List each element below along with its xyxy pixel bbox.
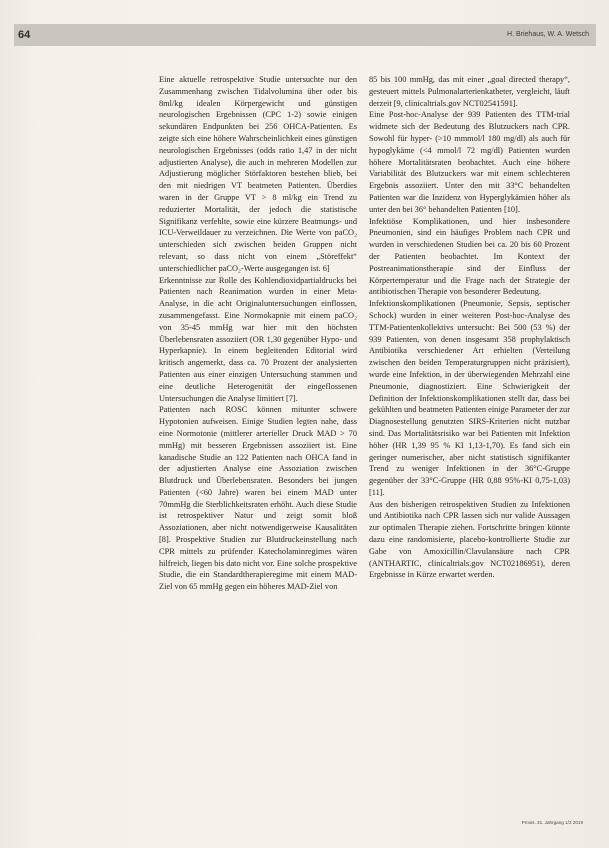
- paragraph: 85 bis 100 mmHg, das mit einer „goal directed therapy“, gesteuert mittels Pulmonalarterienkatheter, vergleicht, läuft derzeit [9, clinicaltrials.gov NCT02541591].: [369, 75, 570, 108]
- paragraph: Patienten nach ROSC können mitunter schwere Hypotonien aufweisen. Einige Studien legten nahe, dass eine Normotonie (mittlerer arterieller Druck MAD > 70 mmHg) mit besseren Ergebnissen assoziiert ist. Eine kanadische Studie an 122 Patienten nach OHCA fand in der adjustierten Analyse eine Assoziation zwischen Blutdruck und Überlebensraten. Besonders bei jungen Patienten (<60 Jahre) waren bei einem MAD unter 70mmHg die Sterblichkeitsraten erhöht. Auch diese Studie ist retrospektiver Natur und zeigt somit bloß Assoziationen, aber nicht notwendigerweise Kausalitäten [8]. Prospektive Studien zur Blutdruckeinstellung nach CPR mittels zu prüfender Katecholaminregimes wären hilfreich, liegen bis dato nicht vor. Eine solche prospektive Studie, die ein Standardtherapieregime mit einem MAD-Ziel von 65 mmHg gegen ein höheres MAD-Ziel von: [159, 405, 357, 592]
- right-column: [369, 74, 570, 581]
- running-head: H. Briehaus, W. A. Wetsch: [507, 31, 589, 38]
- paragraph: Eine aktuelle retrospektive Studie untersuchte nur den Zusammenhang zwischen Tidalvolumina über oder bis 8ml/kg idealen Körpergewicht und günstigen neurologischen Ergebnissen (CPC 1-2) sowie einigen sekundären Endpunkten bei 256 OHCA-Patienten. Es zeigte sich eine höhere Wahrscheinlichkeit eines günstigen neurologischen Ergebnisses (odds ratio 1,47 in der nicht adjustierten Analyse), die auch in mehreren Modellen zur Adjustierung möglicher Störfaktoren bestehen blieb, bei den mit niedrigen VT beatmeten Patienten. Überdies waren in der Gruppe VT > 8 ml/kg ein Trend zu reduzierter Mortalität, der jedoch die statistische Signifikanz verfehlte, sowie eine kürzere Beatmungs- und ICU-Verweildauer zu verzeichnen. Die Werte von paCO₂ unterschieden sich zwischen beiden Gruppen nicht relevant, so dass nicht von einem „Störeffekt“ unterschiedlicher paCO₂-Werte ausgegangen ist. 6]: [159, 75, 357, 273]
- left-column: [159, 74, 357, 593]
- paragraph: Aus den bisherigen retrospektiven Studien zu Infektionen und Antibiotika nach CPR lassen sich nur valide Aussagen zur optimalen Therapie ziehen. Fortschritte bringen könnte dazu eine randomisierte, placebo-kontrollierte Studie zur Gabe von Amoxicillin/Clavulansäure nach CPR (ANTHARTIC, clinicaltrials.gov NCT02186951), deren Ergebnisse in Kürze erwartet werden.: [369, 499, 570, 580]
- paragraph: Infektiöse Komplikationen, und hier insbesondere Pneumonien, sind ein häufiges Problem nach CPR und wurden in verschiedenen Studien bei ca. 20 bis 60 Prozent der Patienten beobachtet. Im Kontext der Postreanimationstherapie sind der Einfluss der Körpertemperatur und die Frage nach der Strategie der antibiotischen Therapie von besonderer Bedeutung.: [369, 216, 570, 297]
- page-number: 64: [18, 29, 31, 41]
- paragraph: Erkenntnisse zur Rolle des Kohlendioxidpartialdrucks bei Patienten nach Reanimation wurden in einer Meta-Analyse, in die acht Originaluntersuchungen einflossen, zusammengefasst. Eine Normokapnie mit einem paCO₂ von 35-45 mmHg war hier mit den höchsten Überlebensraten assoziiert (OR 1,30 gegenüber Hypo- und Hyperkapnie). In einem begleitenden Editorial wird kritisch angemerkt, dass ca. 70 Prozent der analysierten Patienten aus einer einzigen Untersuchung stammen und eine deutliche Heterogenität der eingeflossenen Untersuchungen die Analyse limitiert [7].: [159, 275, 357, 403]
- paragraph: Eine Post-hoc-Analyse der 939 Patienten des TTM-trial widmete sich der Bedeutung des Blutzuckers nach CPR. Sowohl für hyper- (>10 mmmol/l 180 mg/dl) als auch für hypoglykäme (<4 mmol/l 72 mg/dl) Patienten wurden höhere Mortalitätsraten beobachtet. Auch eine höhere Variabilität des Blutzuckers war mit einem schlechteren Ergebnis assoziiert. Unter den mit 33°C behandelten Patienten war die Inzidenz von Hyperglykämien höher als unter den bei 36° behandelten Patienten [10].: [369, 110, 570, 214]
- footer-citation: Proxis. 31. Jahrgang 1/2 2019: [521, 820, 583, 825]
- paragraph: Infektionskomplikationen (Pneumonie, Sepsis, septischer Schock) wurden in einer weiteren Post-hoc-Analyse des TTM-Patientenkollektivs untersucht: Bei 500 (53 %) der 939 Patienten, von denen insgesamt 358 prophylaktisch Antibiotika verschiedener Art erhielten (Verteilung zwischen den beiden Temperaturgruppen nicht präzisiert), wurde eine Infektion, in der überwiegenden Mehrzahl eine Pneumonie, diagnostiziert. Eine Schwierigkeit der Definition der Infektionskomplikationen stellt dar, dass bei gekühlten und beatmeten Patienten einige Parameter der zur Diagnosestellung genutzten SIRS-Kriterien nicht nutzbar sind. Das Mortalitätsrisiko war bei Patienten mit Infektion höher (HR 1,39 95 % KI 1,13-1,70). Es fand sich ein geringer numerischer, aber nicht statistisch signifikanter Trend zu weniger Infektionen in der 36°C-Gruppe gegenüber der 33°C-Gruppe (HR 0,88 95%-KI 0,75-1,03) [11].: [369, 299, 570, 497]
